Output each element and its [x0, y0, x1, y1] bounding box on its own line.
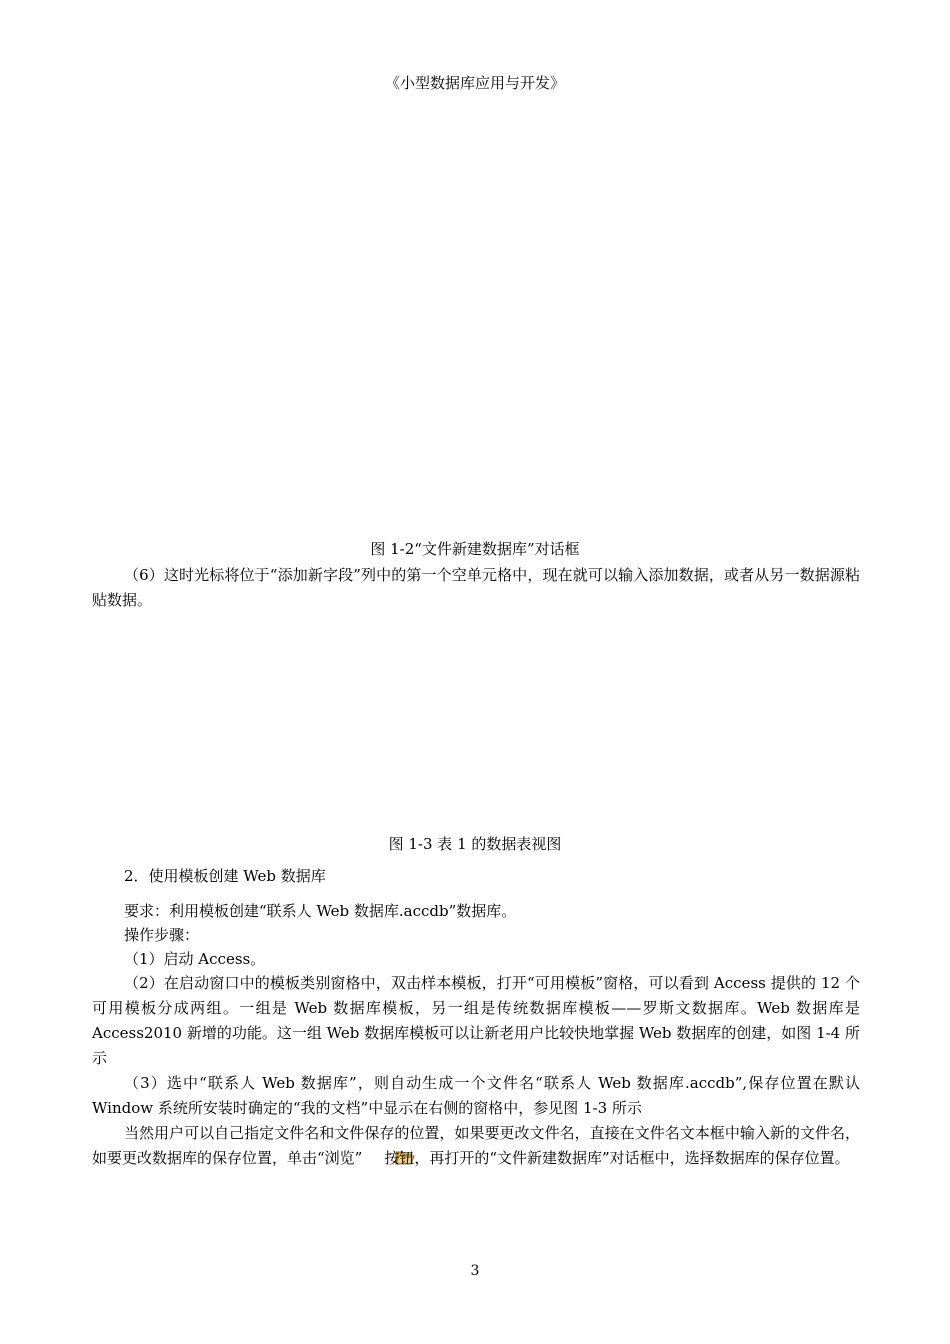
page-header-title: 《小型数据库应用与开发》	[384, 74, 565, 92]
steps-label: 操作步骤：	[124, 926, 200, 944]
step-6-paragraph: （6）这时光标将位于“添加新字段”列中的第一个空单元格中，现在就可以输入添加数据，或者从另一数据源粘贴数据。	[92, 566, 860, 609]
save-location-note	[92, 1121, 860, 1171]
save-location-note-part-1: 当然用户可以自己指定文件名和文件保存的位置，如果要更改文件名，直接在文件名文本框中输入新的文件名，如要更改数据库的保存位置，单击“浏览”	[92, 1124, 860, 1167]
step-1-text: （1）启动 Access。	[124, 950, 266, 968]
figure-1-2-caption: 图 1-2“文件新建数据库”对话框	[370, 540, 580, 558]
step-2-paragraph: （2）在启动窗口中的模板类别窗格中，双击样本模板，打开“可用模板”窗格，可以看到 Access 提供的 12 个可用模板分成两组。一组是 Web 数据库模板，另一组是传统数据库模板——罗斯文数据库。Web 数据库是 Access2010 新增的功能。这一组 Web 数据库模板可以让新老用户比较快地掌握 Web 数据库的创建，如图 1-4 所示	[92, 974, 860, 1067]
folder-open-icon	[363, 1149, 383, 1166]
page-number: 3	[470, 1263, 480, 1279]
section-2-heading: 2．使用模板创建 Web 数据库	[124, 867, 326, 885]
step-3-paragraph: （3）选中“联系人 Web 数据库”，则自动生成一个文件名“联系人 Web 数据库.accdb”,保存位置在默认 Window 系统所安装时确定的“我的文档”中显示在右侧的窗格中，参见图 1-3 所示	[92, 1074, 860, 1117]
figure-1-3-caption: 图 1-3 表 1 的数据表视图	[388, 835, 562, 853]
requirement-text: 要求：利用模板创建“联系人 Web 数据库.accdb”数据库。	[124, 902, 517, 920]
save-location-note-part-2: 按钮，再打开的“文件新建数据库”对话框中，选择数据库的保存位置。	[384, 1149, 850, 1167]
